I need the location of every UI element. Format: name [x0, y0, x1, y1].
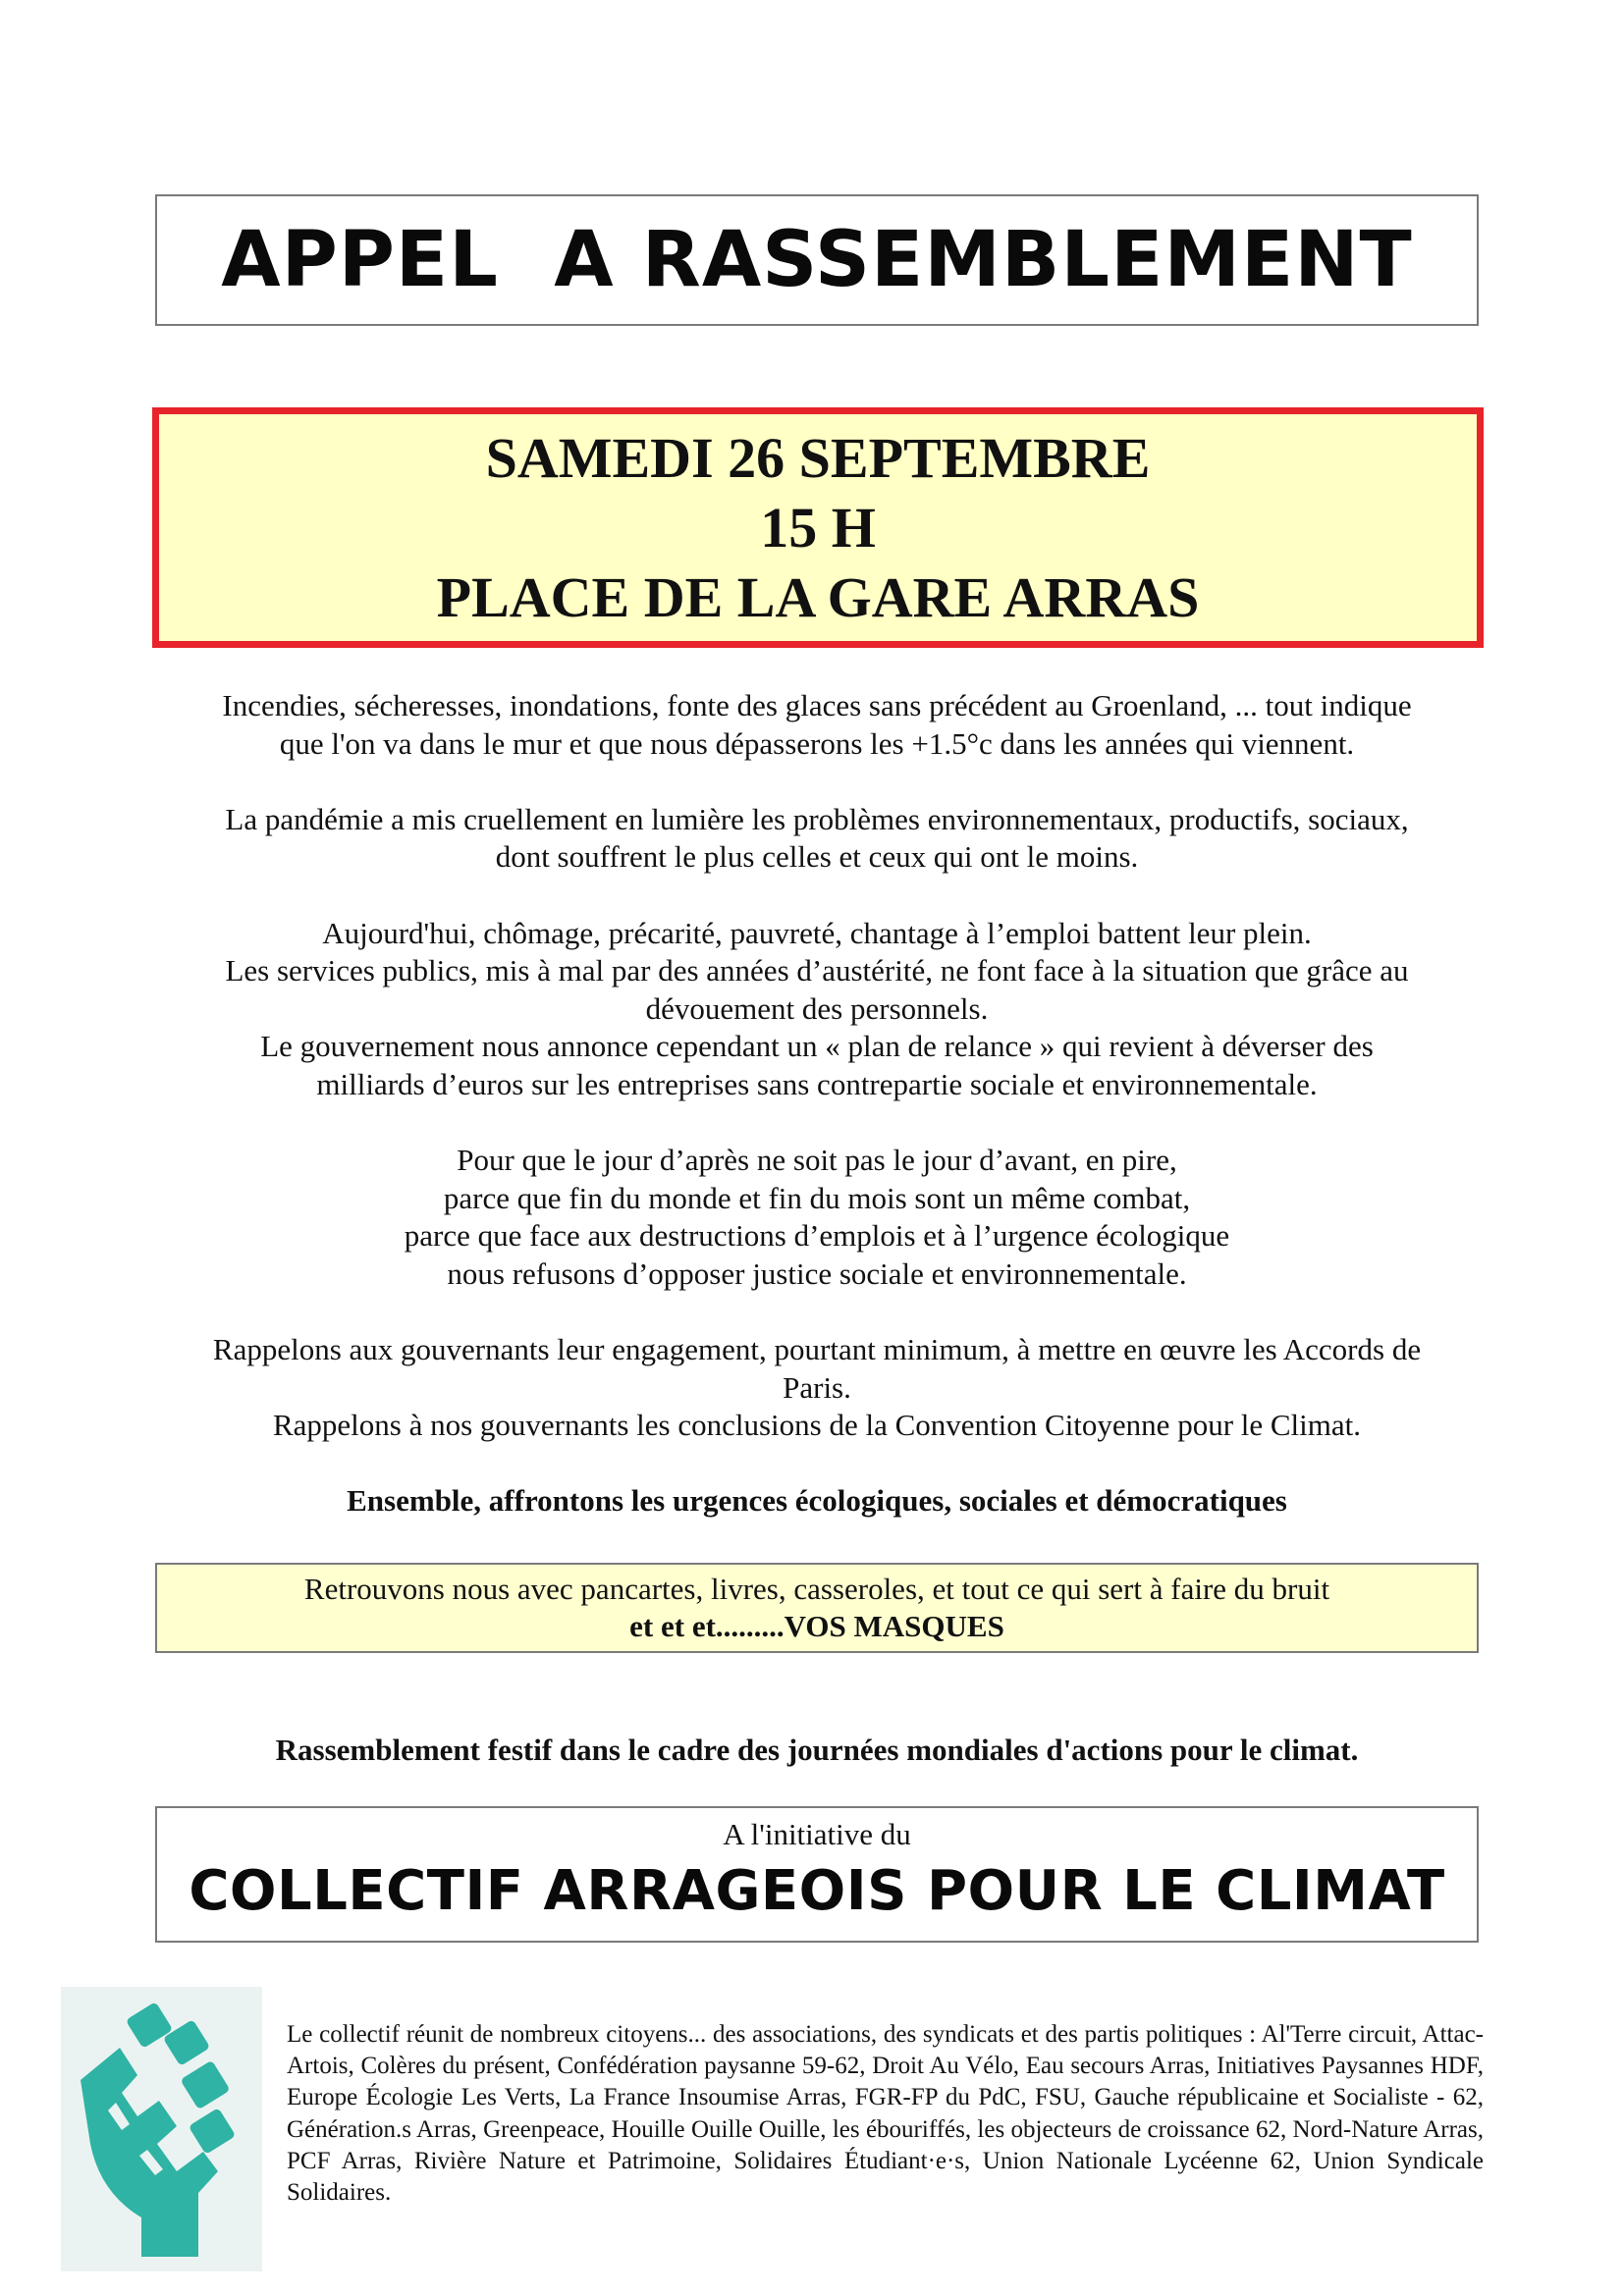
paragraph-5: [147, 1331, 1487, 1445]
paragraph-line: dévouement des personnels.: [645, 990, 989, 1026]
collectif-box: [155, 1806, 1479, 1943]
event-box: [152, 407, 1484, 648]
members-list: Le collectif réunit de nombreux citoyens... des associations, des syndicats et des partis politiques : Al'Terre circuit, Attac-Artois, Colères du présent, Confédération paysanne 59-62, Droit Au Vélo, Eau secours Arras, Initiatives Paysannes HDF, Europe Écologie Les Verts, La France Insoumise Arras, FGR-FP du PdC, FSU, Gauche républicaine et Socialiste - 62, Génération.s Arras, Greenpeace, Houille Ouille Ouille, les ébouriffés, les objecteurs de croissance 62, Nord-Nature Arras, PCF Arras, Rivière Nature et Patrimoine, Solidaires Étudiant·e·s, Union Nationale Lycéenne 62, Union Syndicale Solidaires.: [287, 2021, 1484, 2207]
paragraph-line: dont souffrent le plus celles et ceux qui ont le moins.: [495, 839, 1139, 875]
paragraph-line: La pandémie a mis cruellement en lumière les problèmes environnementaux, productifs, sociaux,: [225, 801, 1409, 836]
collectif-intro: A l'initiative du: [723, 1817, 911, 1851]
paragraph-line: Pour que le jour d’après ne soit pas le jour d’avant, en pire,: [457, 1143, 1177, 1178]
slogan: Ensemble, affrontons les urgences écologiques, sociales et démocratiques: [347, 1483, 1287, 1519]
paragraph-line: nous refusons d’opposer justice sociale et environnementale.: [447, 1255, 1187, 1291]
logo-area: [61, 1987, 262, 2271]
info-line-2: et et et.........VOS MASQUES: [629, 1609, 1004, 1643]
paragraph-line: Les services publics, mis à mal par des années d’austérité, ne font face à la situation que grâce au: [225, 953, 1409, 988]
paragraph-line: Rappelons aux gouvernants leur engagement, pourtant minimum, à mettre en œuvre les Accords de: [212, 1332, 1422, 1367]
paragraph-1: [147, 687, 1487, 763]
paragraph-2: [147, 801, 1487, 877]
info-line-1: Retrouvons nous avec pancartes, livres, casseroles, et tout ce qui sert à faire du bruit: [303, 1572, 1330, 1606]
raised-fist-icon: [61, 1987, 262, 2271]
event-time: 15 H: [760, 496, 876, 560]
paragraph-line: milliards d’euros sur les entreprises sans contrepartie sociale et environnementale.: [316, 1066, 1318, 1101]
body-text: [147, 687, 1487, 1559]
paragraph-line: Rappelons à nos gouvernants les conclusions de la Convention Citoyenne pour le Climat.: [272, 1408, 1362, 1443]
paragraph-line: Paris.: [783, 1369, 851, 1405]
paragraph-3: [147, 915, 1487, 1104]
festif-note: Rassemblement festif dans le cadre des journées mondiales d'actions pour le climat.: [275, 1733, 1359, 1767]
paragraph-line: Incendies, sécheresses, inondations, fonte des glaces sans précédent au Groenland, ... tout indique: [222, 688, 1412, 722]
page-title: APPEL A RASSEMBLEMENT: [221, 216, 1413, 304]
info-box: [155, 1563, 1479, 1653]
event-place: PLACE DE LA GARE ARRAS: [436, 565, 1200, 629]
paragraph-line: Le gouvernement nous annonce cependant un « plan de relance » qui revient à déverser des: [260, 1029, 1374, 1064]
paragraph-line: Aujourd'hui, chômage, précarité, pauvreté, chantage à l’emploi battent leur plein.: [322, 915, 1312, 950]
collectif-name: COLLECTIF ARRAGEOIS POUR LE CLIMAT: [189, 1859, 1445, 1923]
paragraph-4: [147, 1142, 1487, 1293]
paragraph-line: que l'on va dans le mur et que nous dépasserons les +1.5°c dans les années qui viennent.: [279, 725, 1355, 761]
paragraph-line: parce que face aux destructions d’emplois et à l’urgence écologique: [404, 1218, 1230, 1254]
event-date: SAMEDI 26 SEPTEMBRE: [485, 426, 1151, 490]
title-box: [155, 194, 1479, 326]
paragraph-line: parce que fin du monde et fin du mois sont un même combat,: [443, 1180, 1191, 1215]
